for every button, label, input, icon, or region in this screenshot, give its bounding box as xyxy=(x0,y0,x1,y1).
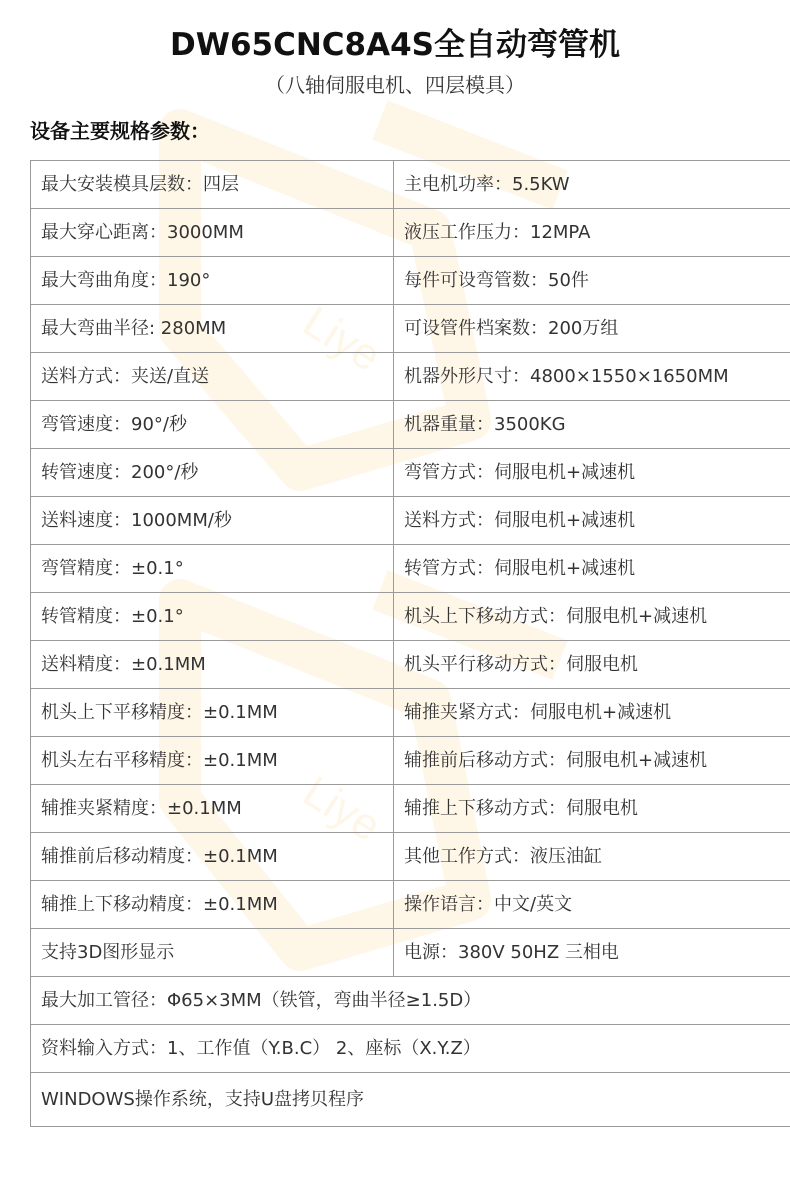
spec-cell: 机器外形尺寸：4800×1550×1650MM xyxy=(394,353,790,401)
page-subtitle: （八轴伺服电机、四层模具） xyxy=(265,73,525,97)
table-row xyxy=(31,161,790,209)
spec-cell: 辅推上下移动精度：±0.1MM xyxy=(31,881,394,929)
table-row xyxy=(31,353,790,401)
table-row xyxy=(31,689,790,737)
specs-table xyxy=(30,160,790,1127)
spec-cell: 机头上下移动方式：伺服电机+减速机 xyxy=(394,593,790,641)
table-row xyxy=(31,929,790,977)
spec-cell: 送料方式：夹送/直送 xyxy=(31,353,394,401)
table-row xyxy=(31,545,790,593)
spec-cell: 机头上下平移精度：±0.1MM xyxy=(31,689,394,737)
spec-cell: 最大弯曲角度：190° xyxy=(31,257,394,305)
spec-cell: 送料速度：1000MM/秒 xyxy=(31,497,394,545)
table-row-full xyxy=(31,1073,790,1127)
spec-cell: 每件可设弯管数：50件 xyxy=(394,257,790,305)
table-row xyxy=(31,593,790,641)
table-row xyxy=(31,449,790,497)
spec-cell: 其他工作方式：液压油缸 xyxy=(394,833,790,881)
table-row xyxy=(31,209,790,257)
spec-cell: 辅推前后移动精度：±0.1MM xyxy=(31,833,394,881)
table-row-full xyxy=(31,1025,790,1073)
spec-cell: 机头左右平移精度：±0.1MM xyxy=(31,737,394,785)
table-row-full xyxy=(31,977,790,1025)
spec-cell: 送料方式：伺服电机+减速机 xyxy=(394,497,790,545)
spec-cell: 最大安装模具层数：四层 xyxy=(31,161,394,209)
spec-cell: 电源：380V 50HZ 三相电 xyxy=(394,929,790,977)
spec-cell: 支持3D图形显示 xyxy=(31,929,394,977)
spec-cell: 辅推夹紧方式：伺服电机+减速机 xyxy=(394,689,790,737)
table-row xyxy=(31,401,790,449)
spec-cell: 送料精度：±0.1MM xyxy=(31,641,394,689)
spec-cell: 主电机功率：5.5KW xyxy=(394,161,790,209)
table-row xyxy=(31,305,790,353)
spec-cell: 辅推前后移动方式：伺服电机+减速机 xyxy=(394,737,790,785)
spec-cell: 操作语言：中文/英文 xyxy=(394,881,790,929)
watermark-text-top: Liye xyxy=(294,296,390,382)
spec-cell: 辅推夹紧精度：±0.1MM xyxy=(31,785,394,833)
spec-cell: 可设管件档案数：200万组 xyxy=(394,305,790,353)
spec-cell-full: 资料输入方式：1、工作值（Y.B.C） 2、座标（X.Y.Z） xyxy=(31,1025,790,1073)
spec-cell: 弯管精度：±0.1° xyxy=(31,545,394,593)
spec-cell: 转管方式：伺服电机+减速机 xyxy=(394,545,790,593)
spec-cell: 最大穿心距离：3000MM xyxy=(31,209,394,257)
spec-cell-full: WINDOWS操作系统，支持U盘拷贝程序 xyxy=(31,1073,790,1127)
spec-cell: 最大弯曲半径: 280MM xyxy=(31,305,394,353)
watermark-text-bottom: Liye xyxy=(294,766,390,852)
spec-cell: 转管精度：±0.1° xyxy=(31,593,394,641)
table-row xyxy=(31,833,790,881)
table-row xyxy=(31,257,790,305)
spec-cell: 机器重量：3500KG xyxy=(394,401,790,449)
spec-cell: 弯管方式：伺服电机+减速机 xyxy=(394,449,790,497)
section-heading: 设备主要规格参数： xyxy=(30,119,210,143)
table-row xyxy=(31,737,790,785)
spec-cell: 辅推上下移动方式：伺服电机 xyxy=(394,785,790,833)
spec-cell: 机头平行移动方式：伺服电机 xyxy=(394,641,790,689)
table-row xyxy=(31,497,790,545)
spec-cell-full: 最大加工管径：Φ65×3MM（铁管，弯曲半径≥1.5D） xyxy=(31,977,790,1025)
table-row xyxy=(31,881,790,929)
page-title: DW65CNC8A4S全自动弯管机 xyxy=(170,27,620,63)
spec-cell: 液压工作压力：12MPA xyxy=(394,209,790,257)
spec-cell: 转管速度：200°/秒 xyxy=(31,449,394,497)
spec-cell: 弯管速度：90°/秒 xyxy=(31,401,394,449)
table-row xyxy=(31,785,790,833)
table-row xyxy=(31,641,790,689)
